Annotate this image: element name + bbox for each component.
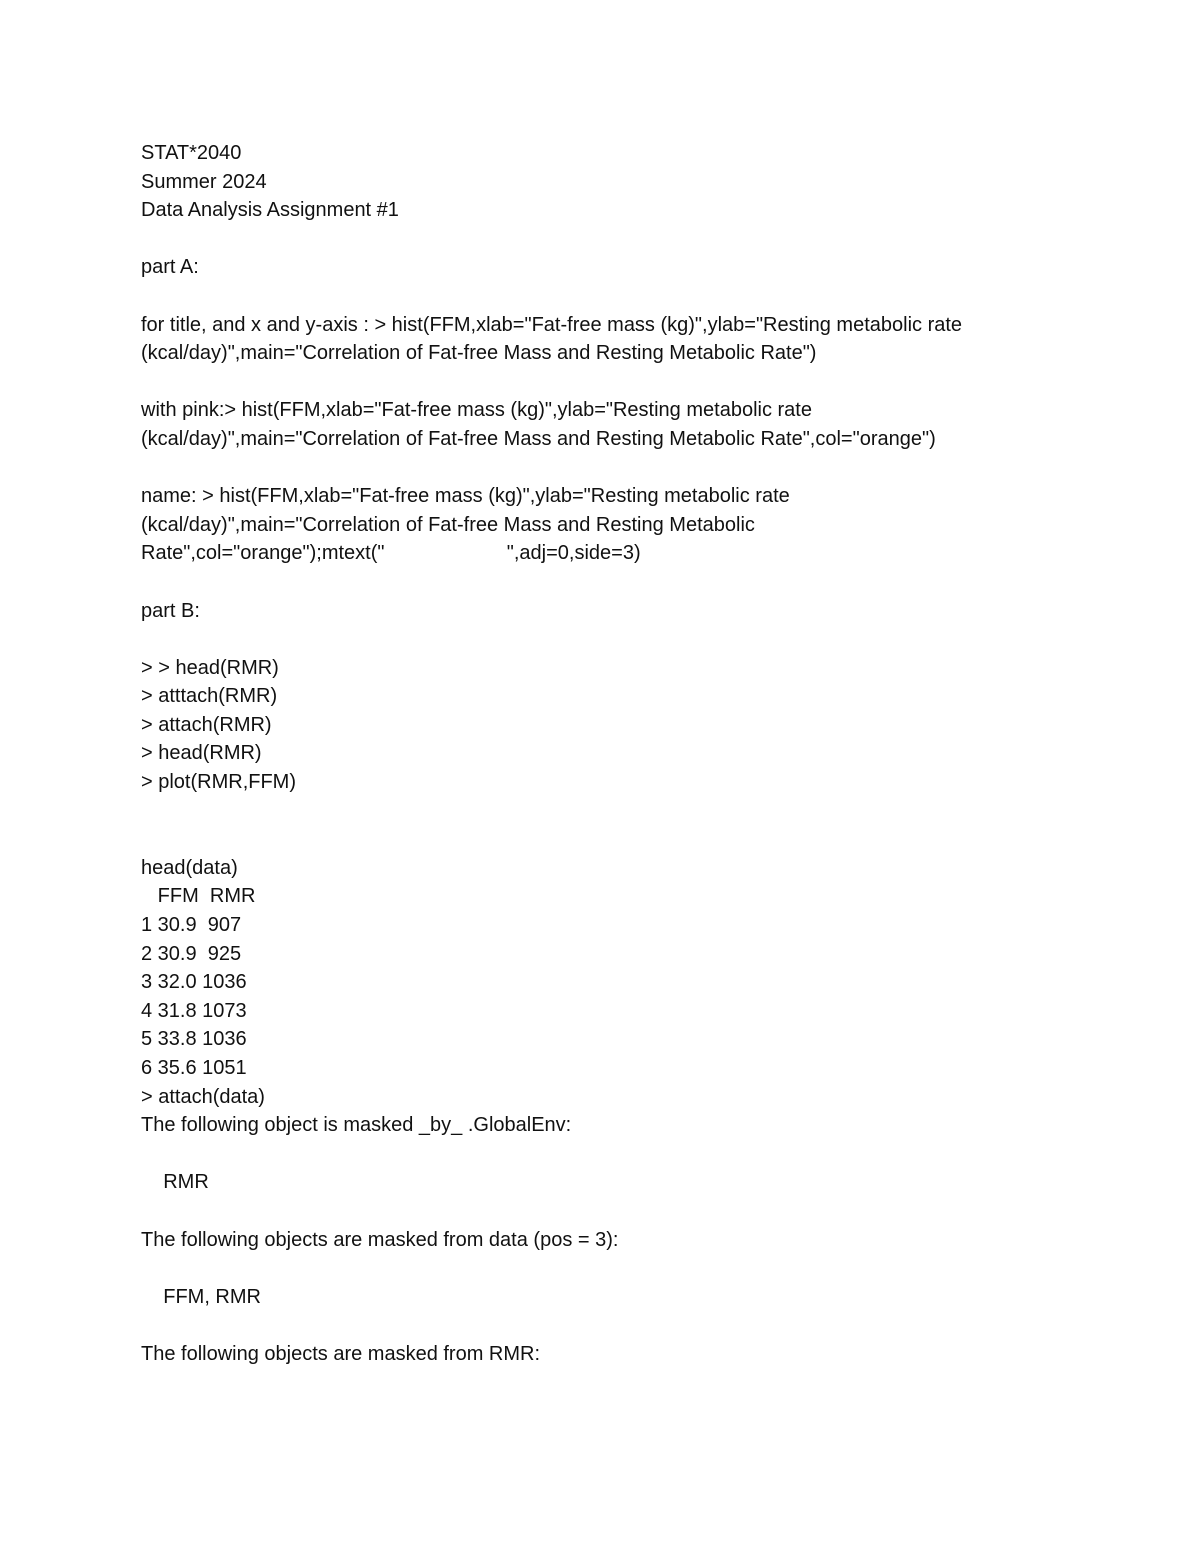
name-line-2: (kcal/day)",main="Correlation of Fat-free Mass and Resting Metabolic [141, 513, 755, 536]
spacer [141, 282, 1061, 311]
term: Summer 2024 [141, 170, 267, 193]
spacer [141, 1197, 1061, 1226]
masked-data-objects: FFM, RMR [141, 1285, 261, 1308]
table-header: FFM RMR [141, 885, 256, 908]
spacer [141, 568, 1061, 597]
table-row: 1 30.9 907 [141, 914, 242, 937]
command-line: > atttach(RMR) [141, 685, 278, 708]
title-axis-line-1: for title, and x and y-axis : > hist(FFM,xlab="Fat-free mass (kg)",ylab="Resting metabolic rate [141, 313, 963, 336]
spacer [141, 368, 1061, 397]
assignment-title: Data Analysis Assignment #1 [141, 199, 399, 222]
spacer [141, 1311, 1061, 1340]
table-row: 6 35.6 1051 [141, 1057, 247, 1079]
output-line: The following object is masked _by_ .GlobalEnv: [141, 1114, 572, 1137]
course-code: STAT*2040 [141, 142, 242, 164]
table-row: 2 30.9 925 [141, 942, 242, 965]
command-line: > plot(RMR,FFM) [141, 771, 296, 794]
masked-global-objects: RMR [141, 1171, 209, 1194]
spacer [141, 225, 1061, 254]
spacer [141, 454, 1061, 483]
command-line: > attach(RMR) [141, 713, 272, 736]
output-line: > attach(data) [141, 1085, 265, 1108]
spacer [141, 1140, 1061, 1169]
with-pink-line-2: (kcal/day)",main="Correlation of Fat-free Mass and Resting Metabolic Rate",col="orange") [141, 427, 936, 450]
title-axis-line-2: (kcal/day)",main="Correlation of Fat-free Mass and Resting Metabolic Rate") [141, 342, 817, 365]
table-row: 5 33.8 1036 [141, 1028, 247, 1051]
with-pink-line-1: with pink:> hist(FFM,xlab="Fat-free mass (kg)",ylab="Resting metabolic rate [141, 399, 812, 422]
masked-rmr-heading: The following objects are masked from RMR: [141, 1342, 541, 1365]
masked-data-heading: The following objects are masked from data (pos = 3): [141, 1228, 619, 1251]
table-row: 4 31.8 1073 [141, 999, 247, 1022]
command-line: > head(RMR) [141, 742, 262, 765]
part-a-heading: part A: [141, 256, 199, 279]
spacer [141, 797, 1061, 826]
spacer [141, 1254, 1061, 1283]
output-line: head(data) [141, 856, 238, 879]
document-page [141, 139, 1061, 1369]
part-b-heading: part B: [141, 599, 200, 622]
name-line-1: name: > hist(FFM,xlab="Fat-free mass (kg)",ylab="Resting metabolic rate [141, 485, 790, 508]
table-row: 3 32.0 1036 [141, 971, 247, 994]
spacer [141, 825, 1061, 854]
command-line: > > head(RMR) [141, 656, 279, 679]
spacer [141, 625, 1061, 654]
name-line-3: Rate",col="orange");mtext(" ",adj=0,side=3) [141, 542, 641, 565]
